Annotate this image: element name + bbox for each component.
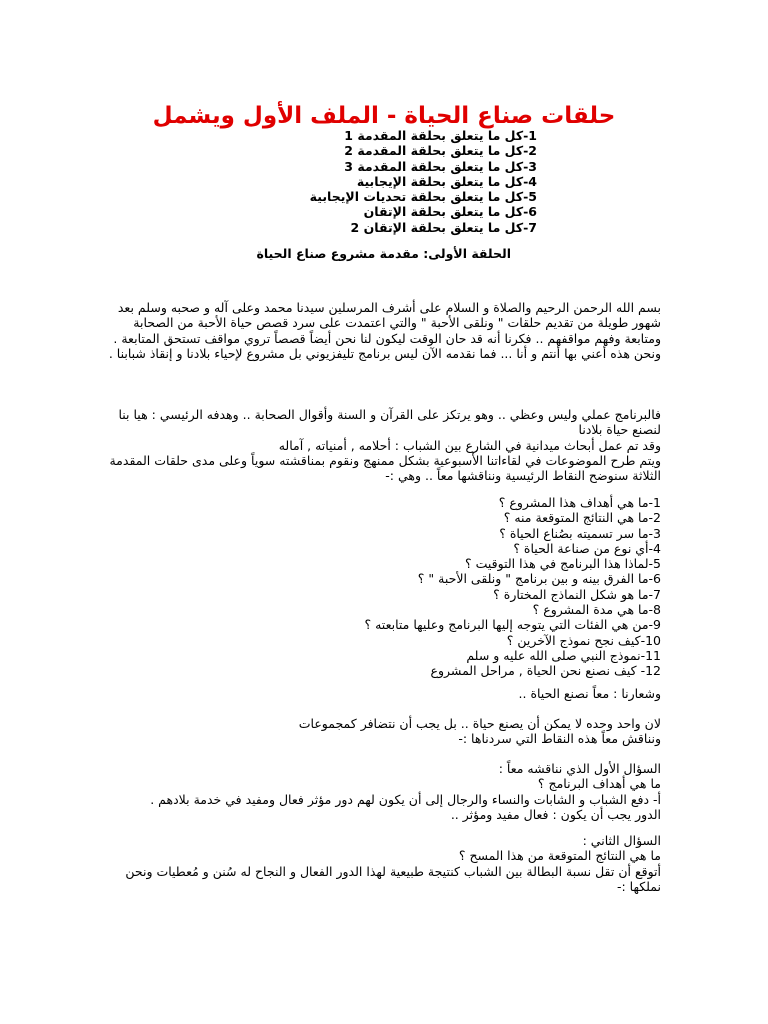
contents-list [117,128,537,235]
together-line: ونناقش معاً هذه النقاط التي سردناها :- [458,731,661,747]
answer-line: الدور يجب أن يكون : فعال مفيد ومؤثر .. [450,806,661,822]
list-item: 6-كل ما يتعلق بحلقة الإتقان [363,204,537,220]
intro-paragraph: بسم الله الرحمن الرحيم والصلاة و السلام على أشرف المرسلين سيدنا محمد وعلى آله و صحبه وسلم بعد شهور طويلة من تقديم حلقات " ونلقى الأحبة " والتي اعتمدت على سرد قصص حياة الأحبة من الصحابة ومتابعة وفهم مواقفهم .. فكرنا أنه قد حان الوقت ليكون لنا نحن أيضاً قصصاً تروي مواقف تستحق المتابعة . [113,300,661,346]
list-item: 8-ما هي مدة المشروع ؟ [532,602,661,618]
list-item: 7-ما هو شكل النماذج المختارة ؟ [493,586,661,602]
question-two-section [101,833,661,894]
question-heading: السؤال الأول الذي نناقشه معاً : [498,761,661,776]
episode-heading: الحلقة الأولى: مقدمة مشروع صناع الحياة [256,246,511,261]
questions-list [101,495,661,679]
intro-section [101,300,661,361]
question-one-section [101,761,661,822]
list-item: 7-كل ما يتعلق بحلقة الإتقان 2 [350,219,537,235]
document-title: حلقات صناع الحياة - الملف الأول ويشمل [152,103,616,129]
answer-line: أ- دفع الشباب و الشابات والنساء والرجال إلى أن يكون لهم دور مؤثر فعال ومفيد في خدمة بلادهم . [150,791,661,807]
program-paragraph: فالبرنامج عملي وليس وعظي .. وهو يرتكز على القرآن و السنة وأقوال الصحابة .. وهدفه الرئيسي : هيا بنا لنصنع حياة بلادنا [118,407,661,438]
program-section [101,407,661,483]
list-item: 6-ما الفرق بينه و بين برنامج " ونلقى الأحبة " ؟ [417,571,661,587]
question-heading: السؤال الثاني : [582,833,661,848]
list-item: 4-أي نوع من صناعة الحياة ؟ [513,540,661,556]
list-item: 1-ما هي أهداف هذا المشروع ؟ [498,495,661,510]
program-paragraph: ويتم طرح الموضوعات في لقاءاتنا الأسبوعية بشكل ممنهج ونقوم بمناقشته سوياً وعلى مدى حلقات المقدمة الثلاثة سنوضح النقاط الرئيسية ونناقشها معاً .. وهي :- [109,452,661,484]
question-text: ما هي أهداف البرنامج ؟ [537,776,661,792]
program-paragraph: وقد تم عمل أبحاث ميدانية في الشارع بين الشباب : أحلامه , أمنياته , آماله [278,437,661,453]
list-item: 3-ما سر تسميته بصُناع الحياة ؟ [499,525,661,541]
list-item: 10-كيف نجح نموذج الآخرين ؟ [506,632,661,648]
list-item: 9-من هي الفئات التي يتوجه إليها البرنامج وعليها متابعته ؟ [364,617,661,633]
together-line: لان واحد وحده لا يمكن أن يصنع حياة .. بل يجب أن نتضافر كمجموعات [298,716,661,731]
slogan [101,686,661,701]
list-item: 11-نموذج النبي صلى الله عليه و سلم [466,647,661,663]
list-item: 2-ما هي النتائج المتوقعة منه ؟ [503,510,661,526]
list-item: 5-لماذا هذا البرنامج في هذا التوقيت ؟ [464,556,661,572]
slogan-text: وشعارنا : معاً نصنع الحياة .. [518,686,661,701]
list-item: 5-كل ما يتعلق بحلقة تحديات الإيجابية [309,189,537,205]
list-item: 1-كل ما يتعلق بحلقة المقدمة 1 [344,128,537,143]
list-item: 2-كل ما يتعلق بحلقة المقدمة 2 [344,143,537,159]
answer-line: أتوقع أن تقل نسبة البطالة بين الشباب كنتيجة طبيعية لهذا الدور الفعال و النجاح له سُنن و مُعطيات ونحن نملكها :- [125,863,661,894]
together-section [101,716,661,747]
list-item: 4-كل ما يتعلق بحلقة الإيجابية [356,173,537,189]
question-text: ما هي النتائج المتوقعة من هذا المسح ؟ [458,848,661,864]
intro-paragraph: ونحن هذه أعني بها أنتم و أنا ... فما نقدمه الآن ليس برنامج تليفزيوني بل مشروع لإحياء بلادنا و إنقاذ شبابنا . [108,345,661,361]
list-item: 3-كل ما يتعلق بحلقة المقدمة 3 [344,158,537,174]
list-item: 12- كيف نصنع نحن الحياة , مراحل المشروع [430,663,661,679]
